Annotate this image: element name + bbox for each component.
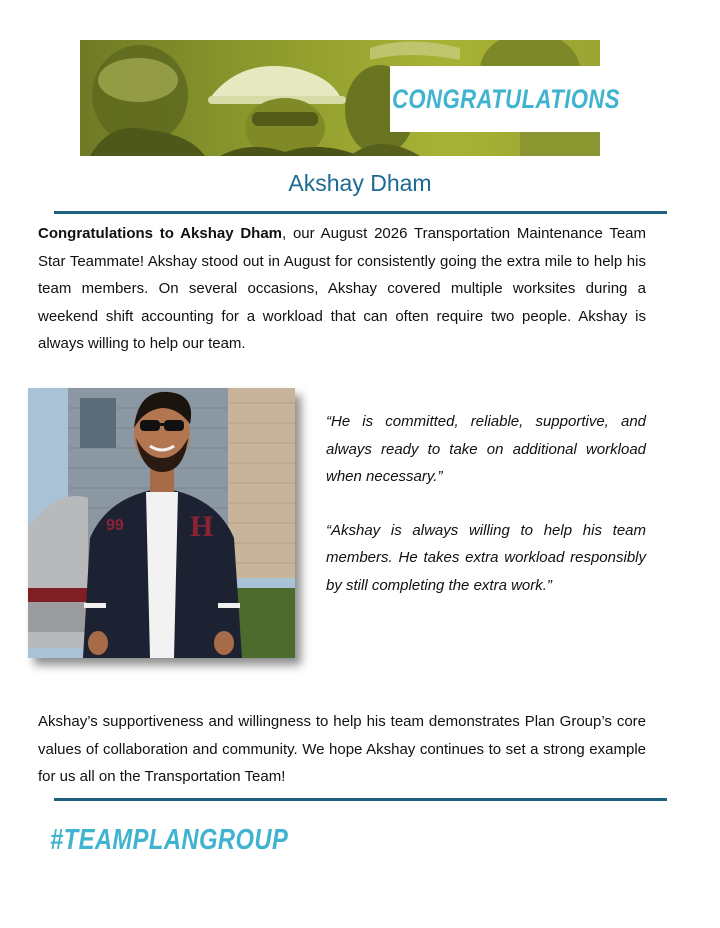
employee-photo <box>28 388 295 658</box>
employee-photo-illustration <box>28 388 295 658</box>
jacket-letter: H <box>190 510 214 543</box>
congratulations-badge <box>390 66 622 132</box>
intro-bold-lead: Congratulations to Akshay Dham <box>38 225 282 242</box>
bottom-divider <box>54 798 667 801</box>
person-name: Akshay Dham <box>288 170 432 196</box>
intro-paragraph <box>38 220 646 358</box>
jacket-number: 99 <box>106 517 124 534</box>
congratulations-headline: CONGRATULATIONS <box>392 83 620 114</box>
intro-body: , our August 2026 Transportation Maintenance Team Star Teammate! Akshay stood out in August for consistently going the extra mile to help his team members. On several occasions, Akshay covered multiple worksites during a weekend shift accounting for a workload that can often require two people. Akshay is always willing to help our team. <box>38 225 647 352</box>
testimonial-quotes <box>326 408 646 625</box>
top-divider <box>54 211 667 214</box>
closing-paragraph: Akshay’s supportiveness and willingness to help his team demonstrates Plan Group’s core values of collaboration and community. We hope Akshay continues to set a strong example for us all on the Transportation Team! <box>38 713 646 785</box>
quote-item: “He is committed, reliable, supportive, and always ready to take on additional workload when necessary.” <box>326 413 646 485</box>
hashtag: #TEAMPLANGROUP <box>50 824 289 856</box>
quote-item: “Akshay is always willing to help his team members. He takes extra workload responsibly by still completing the extra work.” <box>326 521 646 594</box>
